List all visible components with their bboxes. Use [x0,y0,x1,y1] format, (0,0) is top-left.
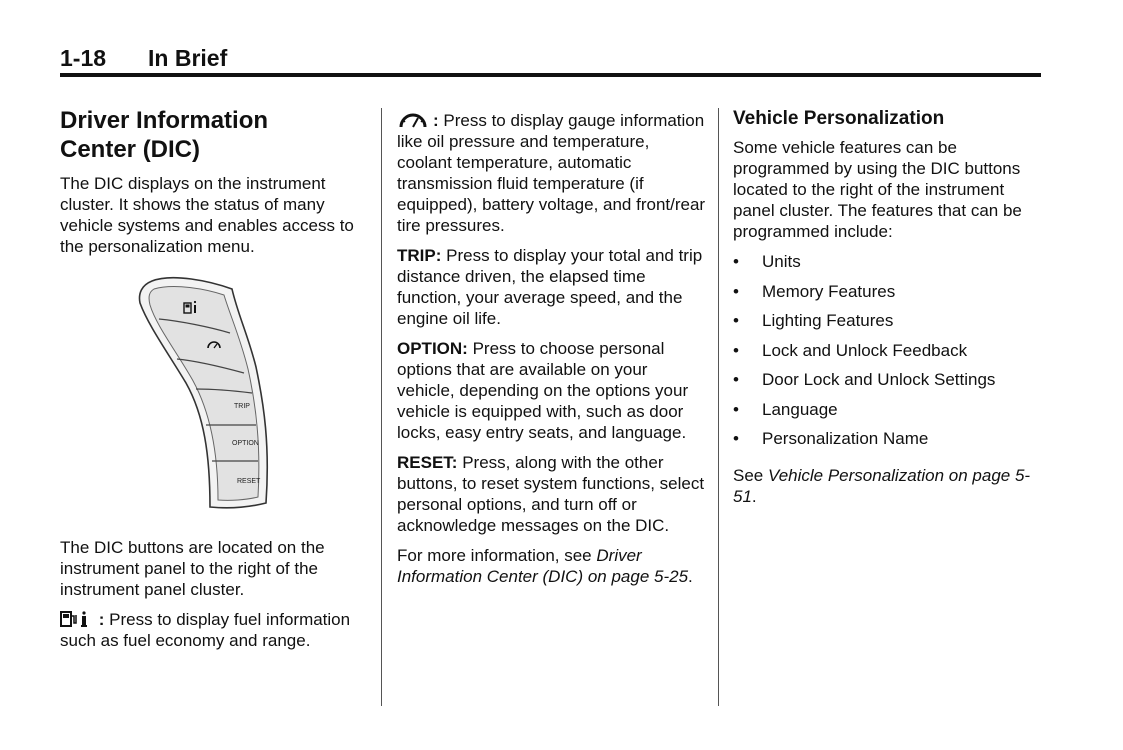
trip-paragraph [397,245,707,329]
personalization-intro: Some vehicle features can be programmed by using the DIC buttons located to the right of the instrument panel cluster. The features that can be programmed include: [733,138,1022,241]
bullet-icon: • [733,311,739,330]
page-header [60,44,1041,72]
list-item-label: Lighting Features [762,311,894,330]
see-suffix: . [751,486,757,506]
see-also-paragraph [733,465,1033,507]
column-divider [718,108,719,706]
fuel-colon: : [98,610,105,629]
see-prefix: See [733,465,764,485]
option-description: Press to choose personal options that are available on your vehicle, depending on the options your vehicle is equipped with, such as door locks, easy entry seats, and language. [397,339,689,442]
list-item [733,310,1033,340]
heading-line-1: Driver Information [60,107,269,134]
personalization-cross-reference[interactable]: Vehicle Personalization on page 5-51 [733,465,1031,506]
column-right [733,107,1033,516]
trip-description: Press to display your total and trip distance driven, the elapsed time function, your average speed, and the engine oil life. [397,246,703,328]
list-item-label: Units [762,252,801,271]
list-item [733,369,1033,399]
dic-buttons-illustration [60,275,365,515]
option-term: OPTION: [397,339,468,358]
list-item-label: Memory Features [762,281,896,301]
bullet-icon: • [733,370,739,389]
gauge-info-paragraph [397,110,707,236]
column-left [60,102,365,660]
list-item [733,281,1033,311]
personalization-heading: Vehicle Personalization [733,108,945,129]
bullet-icon: • [733,340,739,360]
fuel-info-description: Press to display fuel information such as fuel economy and range. [60,610,351,650]
trip-label: TRIP [234,403,250,410]
header-rule [60,73,1041,77]
dic-cross-reference[interactable]: Driver Information Center (DIC) on page 5-25 [397,546,689,586]
list-item-label: Language [762,399,838,419]
option-paragraph [397,338,707,443]
gauge-colon: : [433,111,439,130]
page-number: 1-18 [60,45,107,71]
heading-line-2: Center (DIC) [60,136,201,163]
list-item [733,428,1033,458]
column-divider [381,108,382,706]
dic-button-panel-graphic [60,275,365,515]
more-info-prefix: For more information, see [397,546,592,565]
trip-term: TRIP: [397,246,442,265]
list-item [733,399,1033,429]
list-item-label: Lock and Unlock Feedback [762,340,968,360]
list-item [733,251,1033,281]
reset-term: RESET: [397,453,458,472]
bullet-icon: • [733,252,739,271]
more-info-paragraph [397,545,707,587]
gauge-info-description: Press to display gauge information like oil pressure and temperature, coolant temperature, automatic transmission fluid temperature (if equipped), battery voltage, and front/rear tire pressures. [397,111,706,235]
bullet-icon: • [733,281,739,301]
reset-description: Press, along with the other buttons, to reset system functions, select personal options, and turn off or acknowledge messages on the DIC. [397,453,705,535]
section-heading [60,106,365,164]
list-item-label: Door Lock and Unlock Settings [762,370,996,389]
more-info-suffix: . [688,567,693,586]
fuel-info-paragraph [60,609,365,651]
bullet-icon: • [733,429,739,448]
column-middle [397,110,707,596]
bullet-icon: • [733,399,739,419]
dic-intro: The DIC displays on the instrument cluster. It shows the status of many vehicle systems and enables access to the personalization menu. [60,174,354,256]
fuel-info-icon [60,610,94,628]
reset-paragraph [397,452,707,536]
reset-label: RESET [237,478,261,485]
buttons-location-text: The DIC buttons are located on the instrument panel to the right of the instrument panel cluster. [60,538,325,599]
gauge-icon [397,113,433,129]
option-label: OPTION [232,440,259,447]
personalization-feature-list [733,251,1033,458]
section-title: In Brief [148,45,228,71]
list-item-label: Personalization Name [762,429,929,448]
list-item [733,340,1033,370]
